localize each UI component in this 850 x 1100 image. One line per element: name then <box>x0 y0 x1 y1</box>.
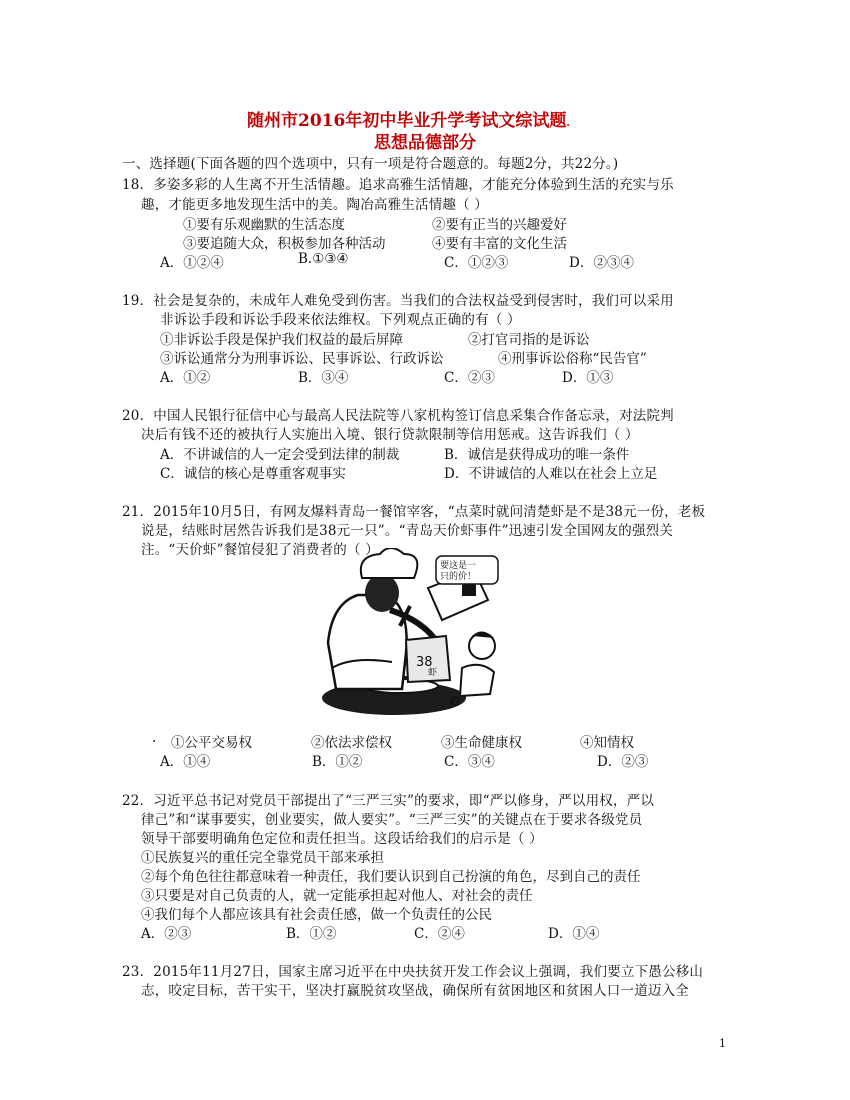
q19-statement-4: ④刑事诉讼俗称“民告官” <box>498 351 647 367</box>
q21-option-b[interactable]: B．①② <box>312 754 363 770</box>
q23-stem-line-2: 志，咬定目标，苦干实干，坚决打赢脱贫攻坚战，确保所有贫困地区和贫困人口一道迈入全 <box>141 983 689 999</box>
q18-option-a[interactable]: A．①②④ <box>160 255 224 271</box>
q21-stem-line-2: 说是，结账时居然告诉我们是38元一只”。“青岛天价虾事件”迅速引发全国网友的强烈关 <box>141 523 674 539</box>
q19-stem-line-2: 非诉讼手段和诉讼手段来依法维权。下列观点正确的有（ ） <box>160 312 521 328</box>
bubble-text-line-1: 要这是一 <box>440 561 477 571</box>
q18-stem-line-2: 趣，才能更多地发现生活中的美。陶冶高雅生活情趣（ ） <box>141 197 488 213</box>
q18-statement-4: ④要有丰富的文化生活 <box>432 236 567 252</box>
q21-statement-2: ②依法求偿权 <box>311 735 392 751</box>
q21-option-a[interactable]: A．①④ <box>160 754 211 770</box>
q21-stem-line-3: 注。“天价虾”餐馆侵犯了消费者的（ ） <box>141 542 379 558</box>
q19-statement-3: ③诉讼通常分为刑事诉讼、民事诉讼、行政诉讼 <box>160 351 444 367</box>
page-subtitle: 思想品德部分 <box>374 133 476 153</box>
q19-statement-2: ②打官司指的是诉讼 <box>468 332 590 348</box>
q20-option-c[interactable]: C．诚信的核心是尊重客观事实 <box>160 466 346 482</box>
q20-option-a[interactable]: A．不讲诚信的人一定会受到法律的制裁 <box>160 447 400 463</box>
q22-statement-2: ②每个角色往往都意味着一种责任，我们要认识到自己扮演的角色，尽到自己的责任 <box>141 869 641 885</box>
cartoon-signature: G <box>450 695 460 709</box>
q19-statement-1: ①非诉讼手段是保护我们权益的最后屏障 <box>160 332 403 348</box>
cartoon-chef-hat <box>361 548 418 578</box>
q19-option-b[interactable]: B．③④ <box>298 370 349 386</box>
cartoon-menu-label: 虾 <box>428 668 438 678</box>
q18-option-d[interactable]: D．②③④ <box>569 255 634 271</box>
q23-stem-line-1: 23．2015年11月27日，国家主席习近平在中央扶贫开发工作会议上强调，我们要立下愚公移山 <box>122 964 704 980</box>
q20-stem-line-2: 决后有钱不还的被执行人实施出入境、银行贷款限制等信用惩戒。这告诉我们（ ） <box>141 427 639 443</box>
q22-option-a[interactable]: A．②③ <box>141 926 192 942</box>
cartoon-customer-body <box>460 665 494 696</box>
q22-option-d[interactable]: D．①④ <box>548 926 600 942</box>
q22-statement-3: ③只要是对自己负责的人，就一定能承担起对他人、对社会的责任 <box>141 888 533 904</box>
q18-statement-2: ②要有正当的兴趣爱好 <box>432 217 567 233</box>
q20-option-b[interactable]: B．诚信是获得成功的唯一条件 <box>444 447 630 463</box>
q19-option-a[interactable]: A．①② <box>160 370 211 386</box>
price-shrimp-cartoon <box>322 548 508 718</box>
cartoon-chef-head <box>365 574 399 612</box>
q22-option-b[interactable]: B．①② <box>286 926 337 942</box>
page-number: 1 <box>719 1037 726 1050</box>
section-heading: 一、选择题(下面各题的四个选项中，只有一项是符合题意的。每题2分，共22分。) <box>122 156 619 172</box>
q21-dot: . <box>152 730 157 746</box>
cartoon-menu-text: 38 <box>416 655 433 670</box>
q18-statement-3: ③要追随大众，积极参加各种活动 <box>183 236 386 252</box>
q20-stem-line-1: 20．中国人民银行征信中心与最高人民法院等八家机构签订信息采集合作备忘录，对法院判 <box>122 408 674 424</box>
q21-stem-line-1: 21．2015年10月5日，有网友爆料青岛一餐馆宰客，“点菜时就问清楚虾是不是38元一份，老板 <box>122 504 706 520</box>
q21-option-d[interactable]: D．②③ <box>597 754 649 770</box>
q20-option-d[interactable]: D．不讲诚信的人难以在社会上立足 <box>444 466 658 482</box>
q19-option-c[interactable]: C．②③ <box>444 370 495 386</box>
q18-stem-line-1: 18．多姿多彩的人生离不开生活情趣。追求高雅生活情趣，才能充分体验到生活的充实与乐 <box>122 177 674 193</box>
q22-statement-4: ④我们每个人都应该具有社会责任感，做一个负责任的公民 <box>141 907 492 923</box>
q21-statement-3: ③生命健康权 <box>441 735 522 751</box>
title-dot: . <box>566 118 570 129</box>
q18-option-c[interactable]: C．①②③ <box>444 255 509 271</box>
q22-stem-line-2: 律己”和“谋事要实，创业要实，做人要实”。“三严三实”的关键点在于要求各级党员 <box>141 812 643 828</box>
q21-statement-1: ①公平交易权 <box>171 735 252 751</box>
q22-option-c[interactable]: C．②④ <box>414 926 465 942</box>
q22-stem-line-1: 22．习近平总书记对党员干部提出了“三严三实”的要求，即“严以修身，严以用权，严以 <box>122 793 655 809</box>
q18-option-b[interactable]: B.①③④ <box>298 251 349 267</box>
bubble-text-line-2: 只的价！ <box>440 572 477 582</box>
q21-statement-4: ④知情权 <box>580 735 634 751</box>
q18-statement-1: ①要有乐观幽默的生活态度 <box>183 217 345 233</box>
q22-statement-1: ①民族复兴的重任完全靠党员干部来承担 <box>141 850 384 866</box>
q22-stem-line-3: 领导干部要明确角色定位和责任担当。这段话给我们的启示是（ ） <box>141 831 543 847</box>
q19-option-d[interactable]: D．①③ <box>562 370 614 386</box>
title-line-1: 随州市2016年初中毕业升学考试文综试题 <box>247 111 567 131</box>
q21-option-c[interactable]: C．③④ <box>444 754 495 770</box>
q19-stem-line-1: 19．社会是复杂的，未成年人难免受到伤害。当我们的合法权益受到侵害时，我们可以采用 <box>122 293 674 309</box>
